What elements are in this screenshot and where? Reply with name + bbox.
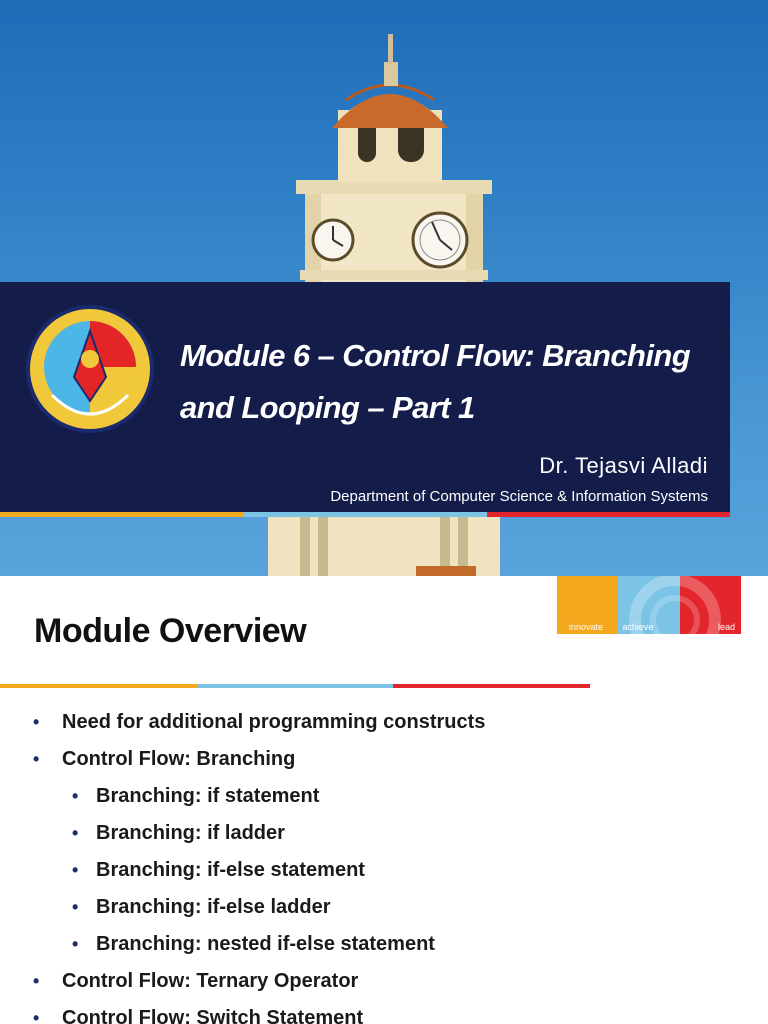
bullet-dot-icon: •: [33, 712, 40, 732]
presenter-name: Dr. Tejasvi Alladi: [539, 453, 708, 478]
brand-cell-lead: [680, 576, 741, 634]
brand-word-innovate: innovate: [569, 622, 604, 632]
bullet-text: Branching: if-else ladder: [96, 896, 331, 918]
brand-cell-achieve: [618, 576, 679, 634]
bullet-text: Control Flow: Branching: [62, 748, 296, 770]
slide-title-line-2: and Looping – Part 1: [180, 390, 475, 425]
bullet-dot-icon: •: [33, 971, 40, 991]
bullet-text: Branching: nested if-else statement: [96, 933, 435, 955]
overview-bullet-list: [0, 708, 768, 1024]
bullet-item: [0, 745, 768, 782]
bullet-item: [0, 967, 768, 1004]
bullet-dot-icon: •: [72, 860, 79, 880]
sub-bullet-item: [0, 930, 768, 967]
bullet-dot-icon: •: [33, 1008, 40, 1024]
bullet-text: Branching: if ladder: [96, 822, 285, 844]
bullet-text: Need for additional programming constructs: [62, 711, 486, 733]
bullet-dot-icon: •: [72, 786, 79, 806]
sub-bullet-item: [0, 819, 768, 856]
bullet-text: Control Flow: Ternary Operator: [62, 970, 359, 992]
bullet-dot-icon: •: [72, 823, 79, 843]
brand-cell-innovate: [557, 576, 618, 634]
bullet-text: Branching: if statement: [96, 785, 320, 807]
institute-logo: [22, 303, 158, 435]
brand-word-achieve: achieve: [622, 622, 654, 632]
bullet-dot-icon: •: [72, 897, 79, 917]
brand-word-lead: lead: [717, 622, 735, 632]
title-accent-bar: [0, 512, 730, 517]
slide-title: [180, 330, 725, 434]
accent-segment-orange: [0, 512, 244, 517]
accent-segment-blue: [244, 512, 487, 517]
slide-title-line-1: Module 6 – Control Flow: Branching: [180, 338, 691, 373]
department-name: Department of Computer Science & Information Systems: [330, 488, 708, 505]
sub-bullet-item: [0, 856, 768, 893]
bullet-text: Control Flow: Switch Statement: [62, 1007, 364, 1024]
bullet-text: Branching: if-else statement: [96, 859, 365, 881]
overview-slide: [0, 576, 768, 1024]
bullet-dot-icon: •: [33, 749, 40, 769]
accent-segment-red: [487, 512, 730, 517]
bullet-item: [0, 1004, 768, 1024]
sub-bullet-item: [0, 893, 768, 930]
sub-bullet-item: [0, 782, 768, 819]
brand-strip: [557, 576, 741, 634]
bullet-dot-icon: •: [72, 934, 79, 954]
overview-heading: Module Overview: [34, 612, 307, 650]
heading-rule: [0, 684, 590, 688]
bullet-item: [0, 708, 768, 745]
